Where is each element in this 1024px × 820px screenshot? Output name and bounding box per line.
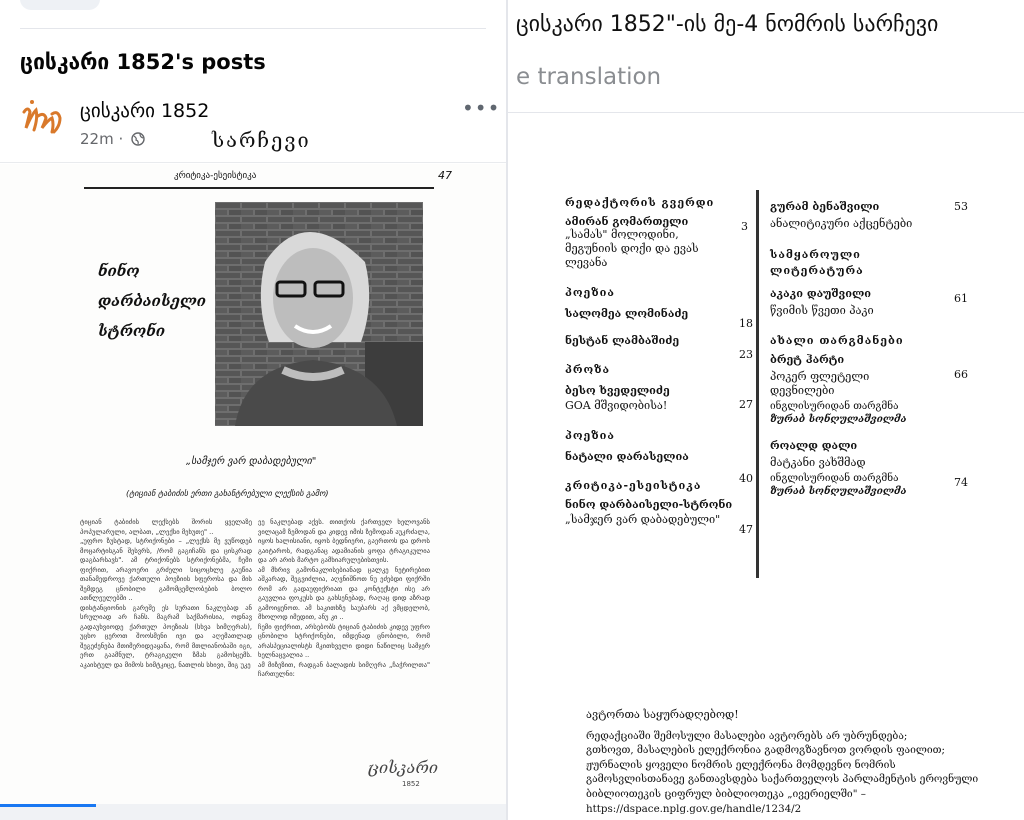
more-options-icon[interactable]: ••• — [462, 96, 501, 120]
toc-section: ახალი თარგმანები — [770, 334, 904, 347]
toc-page: 27 — [739, 398, 753, 411]
author-line-1: ნინო — [98, 262, 140, 280]
see-translation-link[interactable]: e translation — [516, 64, 662, 90]
toc-author: აკაკი დაუშვილი — [770, 287, 872, 300]
toc-page: 18 — [739, 317, 753, 330]
running-head-text: კრიტიკა-ესეისტიკა — [174, 171, 257, 181]
divider — [508, 112, 1024, 113]
page-avatar[interactable] — [18, 94, 66, 148]
article-column-1: ტიციან ტაბიძის ლექსებს შორის ყველაზე პოპულარული, ალბათ, „ლექსი მეხუთე" .. „უფრო ზუსტად, სტრიქონები – „ლექსს მე ვუწოდებ მოცარტისგან შესვრს, /რომ გაგიჩანს და ცისკრად დაგბარსავს". ამ ტრიქონებს სტრიქონებმა, ჩემი ფიქრით, არავოერი გრძელი სიცოცხლე გაუწია თანამედროვე ქართული პოეზიის სფეროსა და მის შემდეგ ცნობილი გამომცემლობების ბოლო ათწლეულებში .. დისტანციონის გარეშე ეს სურათი ნაკლებად ან სრულიად არ ჩანს. მაგრამ საქმარისია, ოდნავ გადაუხვიოდე ქართულ პოეზიას (სხვა სიმღერას), უცხო ცეროთ შოოსმენი ივი და აღემათლად შეგეძენება მთიმერიდეაყანა, რომ მთლიანობაში იგი, ერთ გაამნულ, ტრაგიკული ზმას გამოსცემს. აკაისტულ და მიმოს სიმტკიცე, ნათლის სხივი, შიგ უკე — [80, 518, 252, 669]
toc-translator: ზურაბ სონღულაშვილმა — [770, 486, 907, 497]
page-name-link[interactable]: ცისკარი 1852 — [80, 100, 210, 122]
author-line-3: სტრონი — [98, 322, 166, 340]
toc-work: „სამჯერ ვარ დაბადებული" — [565, 513, 721, 526]
toc-work: „სამას" მოლოდინი, მეგუნიის დოქი და ევას ლევანა — [565, 228, 699, 269]
toc-work: GOA მშვიდობისა! — [565, 399, 668, 412]
toc-work: წვიმის წვეთი პაკი — [770, 304, 874, 317]
toc-work: მატკანი ვახშმად — [770, 456, 866, 469]
toc-section: კრიტიკა-ესეისტიკა — [565, 479, 702, 492]
toc-work: ანალიტიკური აქცენტები — [770, 217, 913, 230]
toc-page: 23 — [739, 348, 753, 361]
toc-section: პროზა — [565, 363, 611, 376]
divider — [0, 162, 506, 163]
article-column-2: ეე ნაკლებად აქვს. თითქოს ქართველ ხელოვანს ვილაცამ ზემოდან და კიდევ იმის ზემოდან აუკრძალა, იყოს ხალისიანი, იყოს ბედნიერი, გაერთოს და დროს გაიტაროს, რადგანაც ადამიანის ყოფა ტრაგიკულია და არ არის მარტო გამხიარულებისთვის. ამ მხრივ გამონაკლისებიანად ცალკე ნეტირებით აშკარად, შეგვიძლია, აღვნიშნოთ ნუ ეძებდი ფიქრში რომ არ გადაუფიქრიათ და კონტექსტი ისე არ გაუვლია ფოკუსს და გახსენებად, რაღაც დიდ აზრად გამოიყენოთ. ამ საკითხზე საუბარს აქ ვმცდელობ, მხოლოდ იმედით, ანუ კი .. ჩემი ფიქრით, არსებობს ტიციან ტაბიძის კიდევ უფრო ცნობილი სტრიქონები, იმდენად ცნობილი, რომ არასპეციალისტს მკითხველი დიდი ნაწილიც სამჯერ ხელნაცვალია .. ამ მიზეზით, რადგან ბალადის სიმღერა „ჩაჭრილთა" ჩართულნი: — [258, 518, 430, 678]
toc-page: 53 — [954, 200, 968, 213]
post-caption: ცისკარი 1852"-ის მე-4 ნომრის სარჩევი — [516, 12, 939, 37]
toc-author: ბესო ხვედელიძე — [565, 384, 670, 397]
author-line-2: დარბაისელი — [98, 292, 206, 310]
toc-author: ამირან გომართელი — [565, 215, 689, 228]
toc-section: სამყაროული ლიტერატურა — [770, 248, 864, 277]
toc-section: რედაქტორის გვერდი — [565, 196, 715, 209]
toc-page: 3 — [741, 220, 748, 233]
poem-title: „სამჯერ ვარ დაბადებული" — [186, 456, 317, 467]
notice-line: რედაქციაში შემოსული მასალები ავტორებს არ უბრუნდება; — [586, 729, 908, 742]
author-photo — [215, 202, 423, 426]
toc-section: პოეზია — [565, 429, 615, 442]
top-pill[interactable] — [20, 0, 100, 10]
toc-author: სალომეა ლომინაძე — [565, 307, 689, 320]
contents-heading: სარჩევი — [212, 128, 311, 152]
divider — [20, 28, 486, 29]
toc-page: 74 — [954, 476, 968, 489]
notice-line: გთხოვთ, მასალების ელექრონია გადმოგზავნოთ ვორდის ფაილით; — [586, 744, 945, 757]
toc-author: ნინო დარბაისელი-სტრონი — [565, 498, 733, 511]
toc-page: 66 — [954, 368, 968, 381]
toc-page: 47 — [739, 523, 753, 536]
journal-logo: ცისკარი 1852 — [368, 758, 438, 788]
toc-author: გურამ ბენაშვილი — [770, 200, 880, 213]
toc-page: 40 — [739, 472, 753, 485]
column-divider — [756, 190, 759, 578]
post-time[interactable]: 22m · — [80, 130, 124, 148]
toc-author: როალდ დალი — [770, 439, 858, 452]
post-meta — [80, 130, 145, 148]
author-notice — [586, 708, 996, 816]
notice-line: ჟურნალის ყოველი ნომრის ელექრონა მომდევნო ნომრის გამოსვლისთანავე განთავსდება საქართველოს პარლამენტის ეროვნული ბიბლიოთეკის ციფრულ ბიბლიოთეკა „ივერიელში" – https://dspace.nplg.gov.ge/handle/1234/2 — [586, 758, 979, 815]
toc-translated-from: ინგლისურიდან თარგმნა — [770, 473, 899, 484]
page-title: ცისკარი 1852's posts — [20, 50, 266, 74]
toc-author: ნესტან ლამბაშიძე — [565, 334, 680, 347]
poem-subtitle: (ტიციან ტაბიძის ერთი გახანტრებული ლექსის გამო) — [126, 489, 329, 498]
page-number: 47 — [438, 169, 452, 182]
toc-right-column — [770, 200, 974, 497]
bottom-bar — [0, 804, 506, 820]
toc-author: ბრეტ ჰარტი — [770, 353, 845, 366]
toc-author: ნატალი დარასელია — [565, 450, 689, 463]
toc-page: 61 — [954, 292, 968, 305]
active-indicator — [0, 804, 96, 807]
running-head — [84, 169, 452, 189]
toc-section: პოეზია — [565, 286, 615, 299]
toc-work: პოკერ ფლეტელი დევნილები — [770, 370, 870, 397]
globe-icon — [131, 132, 145, 146]
toc-translated-from: ინგლისურიდან თარგმნა — [770, 401, 899, 412]
notice-heading: ავტორთა საყურადღებოდ! — [586, 708, 739, 721]
facebook-post-panel — [0, 0, 508, 820]
toc-left-column — [565, 196, 753, 536]
toc-translator: ზურაბ სონღულაშვილმა — [770, 414, 907, 425]
